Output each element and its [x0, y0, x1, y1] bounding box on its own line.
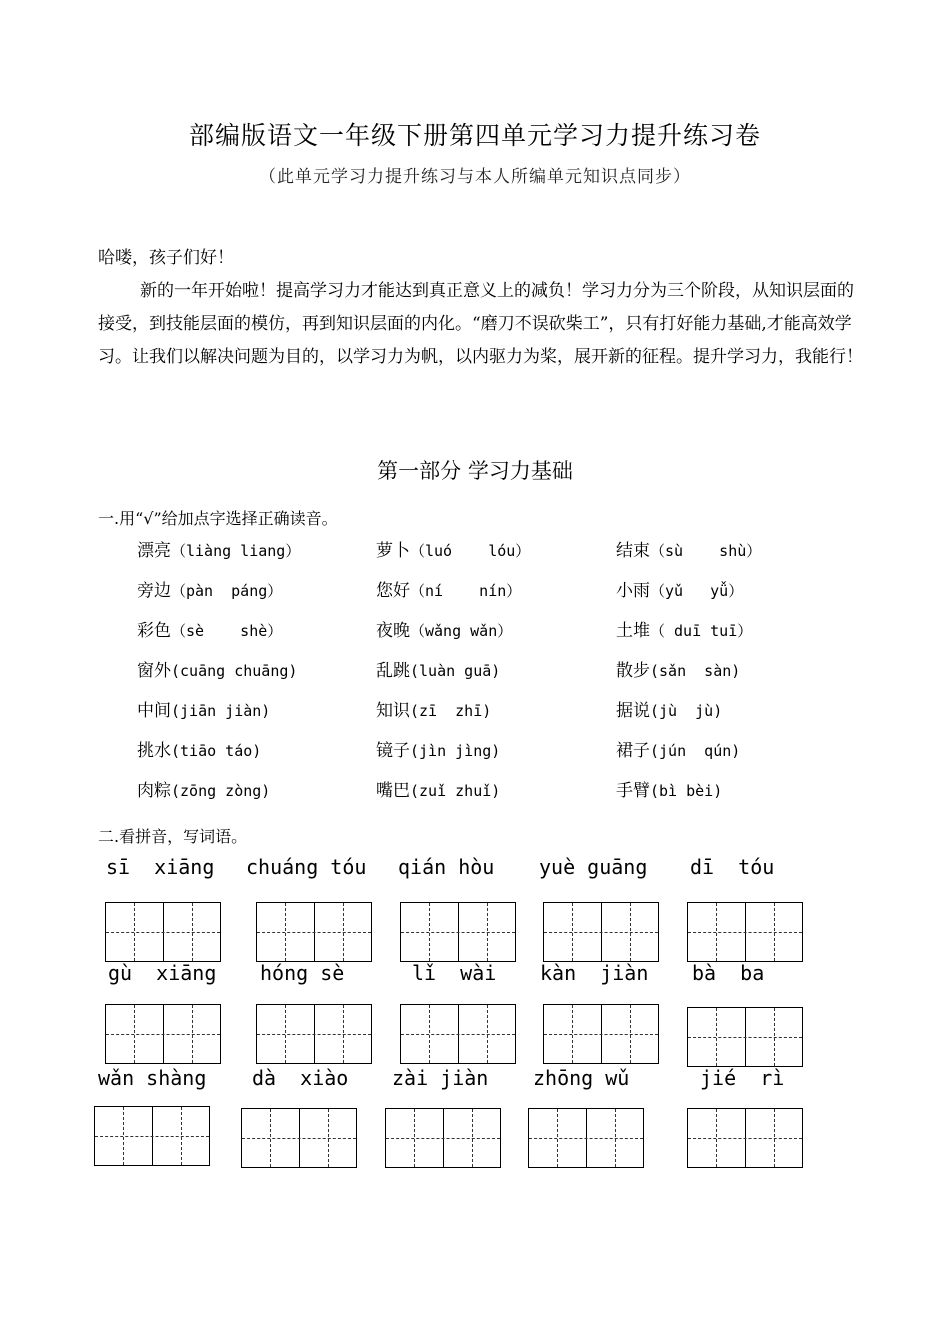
item-pinyin: （wǎng wǎn）: [410, 622, 513, 640]
writing-grid[interactable]: [94, 1106, 210, 1166]
item-row: [137, 776, 857, 816]
item-pinyin: (zuǐ zhuǐ): [410, 782, 501, 800]
writing-grid[interactable]: [256, 1004, 372, 1064]
item: [616, 696, 722, 721]
pinyin-prompt: dà xiào: [252, 1066, 349, 1090]
writing-grid[interactable]: [400, 902, 516, 962]
question1-items: [137, 536, 857, 816]
item-pinyin: (jún qún): [650, 742, 741, 760]
item: [616, 776, 722, 801]
item-word: 知识: [376, 701, 410, 721]
item-word: 乱跳: [376, 661, 410, 681]
intro-section: [98, 242, 868, 374]
question1-label: 一.用“√”给加点字选择正确读音。: [98, 509, 338, 528]
item-pinyin: （sù shù）: [650, 542, 762, 560]
page-subtitle: （此单元学习力提升练习与本人所编单元知识点同步）: [259, 167, 691, 187]
item-pinyin: （liàng liang）: [171, 542, 301, 560]
item-word: 镜子: [376, 741, 410, 761]
item: [137, 736, 261, 761]
item: [616, 576, 743, 601]
item-pinyin: （pàn páng）: [171, 582, 283, 600]
writing-grid[interactable]: [241, 1108, 357, 1168]
item-pinyin: (jiān jiàn): [171, 702, 271, 720]
item-pinyin: (sǎn sàn): [650, 662, 741, 680]
item-word: 漂亮: [137, 541, 171, 561]
pinyin-prompt: bà ba: [692, 961, 765, 985]
page-title: 部编版语文一年级下册第四单元学习力提升练习卷: [188, 121, 761, 150]
item: [376, 616, 512, 641]
item-row: [137, 696, 857, 736]
writing-grid[interactable]: [385, 1108, 501, 1168]
item: [616, 736, 740, 761]
item-pinyin: （sè shè）: [171, 622, 283, 640]
question2-label: 二.看拼音，写词语。: [98, 827, 248, 846]
item-pinyin: (cuāng chuāng): [171, 662, 298, 680]
item-pinyin: （ duī tuī）: [650, 622, 753, 640]
item-row: [137, 656, 857, 696]
item: [376, 736, 500, 761]
item-word: 裙子: [616, 741, 650, 761]
item-pinyin: (jù jù): [650, 702, 723, 720]
item: [616, 536, 761, 561]
item: [376, 536, 530, 561]
item: [137, 776, 270, 801]
item-word: 萝卜: [376, 541, 410, 561]
item-pinyin: (tiāo táo): [171, 742, 262, 760]
writing-grid[interactable]: [687, 902, 803, 962]
item: [137, 616, 282, 641]
item-pinyin: (zī zhī): [410, 702, 492, 720]
writing-grid[interactable]: [687, 1007, 803, 1067]
item: [137, 536, 300, 561]
pinyin-prompt: lǐ wài: [412, 961, 497, 985]
pinyin-prompt: gù xiāng: [108, 961, 217, 985]
part1-title: 第一部分 学习力基础: [377, 459, 573, 483]
item-word: 旁边: [137, 581, 171, 601]
writing-grid[interactable]: [543, 1004, 659, 1064]
item: [376, 656, 500, 681]
item-pinyin: (bì bèi): [650, 782, 723, 800]
pinyin-prompt: wǎn shàng: [98, 1066, 207, 1090]
intro-paragraph: 新的一年开始啦！提高学习力才能达到真正意义上的减负！学习力分为三个阶段，从知识层面的接受，到技能层面的模仿，再到知识层面的内化。“磨刀不误砍柴工”，只有打好能力基础,才能高效学习。让我们以解决问题为目的，以学习力为帆，以内驱力为桨，展开新的征程。提升学习力，我能行！: [98, 281, 863, 367]
pinyin-prompt: chuáng tóu: [246, 855, 367, 879]
item-row: [137, 576, 857, 616]
item-word: 散步: [616, 661, 650, 681]
pinyin-prompt: hóng sè: [260, 961, 345, 985]
item: [376, 776, 500, 801]
item-pinyin: (zōng zòng): [171, 782, 271, 800]
pinyin-prompt: kàn jiàn: [540, 961, 649, 985]
item-row: [137, 736, 857, 776]
item-pinyin: （luó lóu）: [410, 542, 531, 560]
writing-grid[interactable]: [256, 902, 372, 962]
pinyin-prompt: dī tóu: [690, 855, 775, 879]
pinyin-prompt: zài jiàn: [392, 1066, 489, 1090]
writing-grid[interactable]: [528, 1108, 644, 1168]
writing-grid[interactable]: [400, 1004, 516, 1064]
item-word: 您好: [376, 581, 410, 601]
intro-greeting: 哈喽，孩子们好！: [98, 248, 234, 268]
item-pinyin: (luàn guā): [410, 662, 501, 680]
item-word: 夜晚: [376, 621, 410, 641]
item-pinyin: （yǔ yǚ）: [650, 582, 744, 600]
item-word: 挑水: [137, 741, 171, 761]
item: [616, 656, 740, 681]
item: [137, 656, 297, 681]
writing-grid[interactable]: [105, 1004, 221, 1064]
item-word: 小雨: [616, 581, 650, 601]
pinyin-prompt: jié rì: [700, 1066, 785, 1090]
writing-grid[interactable]: [687, 1108, 803, 1168]
pinyin-prompt: qián hòu: [398, 855, 495, 879]
item: [137, 576, 282, 601]
item-word: 土堆: [616, 621, 650, 641]
writing-grid[interactable]: [105, 902, 221, 962]
item-word: 据说: [616, 701, 650, 721]
item: [376, 696, 491, 721]
item-pinyin: （ní nín）: [410, 582, 522, 600]
item-pinyin: (jìn jìng): [410, 742, 501, 760]
item-row: [137, 536, 857, 576]
writing-grid[interactable]: [543, 902, 659, 962]
item: [137, 696, 270, 721]
item-word: 肉粽: [137, 781, 171, 801]
pinyin-prompt: sī xiāng: [106, 855, 215, 879]
item-word: 窗外: [137, 661, 171, 681]
item: [616, 616, 752, 641]
item-word: 手臂: [616, 781, 650, 801]
pinyin-prompt: zhōng wǔ: [533, 1066, 630, 1090]
item-word: 彩色: [137, 621, 171, 641]
item-word: 中间: [137, 701, 171, 721]
item-row: [137, 616, 857, 656]
item: [376, 576, 521, 601]
item-word: 结束: [616, 541, 650, 561]
item-word: 嘴巴: [376, 781, 410, 801]
pinyin-prompt: yuè guāng: [539, 855, 648, 879]
